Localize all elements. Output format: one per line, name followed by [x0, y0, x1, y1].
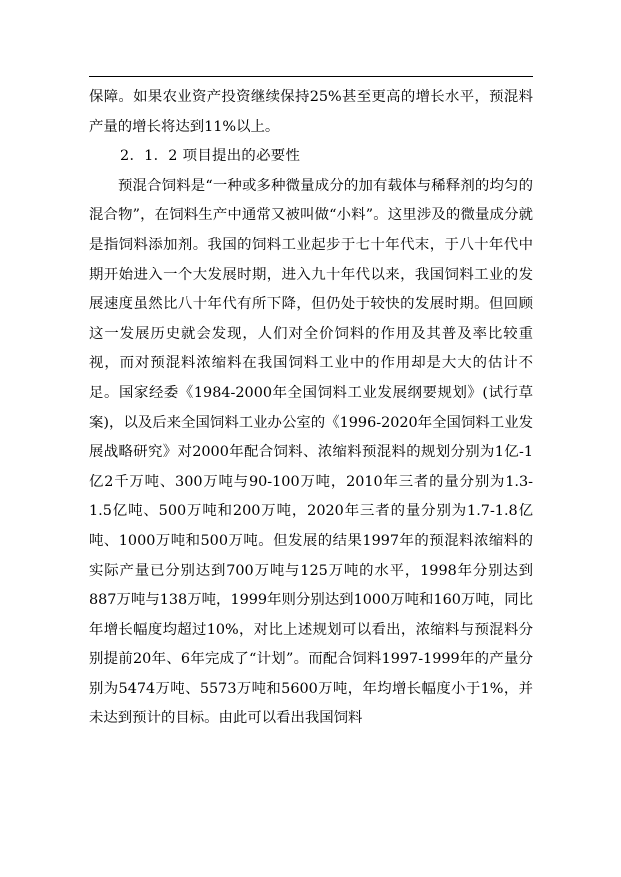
- paragraph-intro: 保障。如果农业资产投资继续保持25%甚至更高的增长水平，预混料产量的增长将达到11%以上。: [89, 89, 533, 135]
- paragraph-body: 预混合饲料是“一种或多种微量成分的加有载体与稀释剂的均匀的混合物”，在饲料生产中通常又被叫做“小料”。这里涉及的微量成分就是指饲料添加剂。我国的饲料工业起步于七十年代末，于八十年代中期开始进入一个大发展时期，进入九十年代以来，我国饲料工业的发展速度虽然比八十年代有所下降，但仍处于较快的发展时期。但回顾这一发展历史就会发现，人们对全价饲料的作用及其普及率比较重视，而对预混料浓缩料在我国饲料工业中的作用却是大大的估计不足。国家经委《1984-2000年全国饲料工业发展纲要规划》(试行草案)，以及后来全国饲料工业办公室的《1996-2020年全国饲料工业发展战略研究》对2000年配合饲料、浓缩料预混料的规划分别为1亿-1亿2千万吨、300万吨与90-100万吨，2010年三者的量分别为1.3-1.5亿吨、500万吨和200万吨，2020年三者的量分别为1.7-1.8亿吨、1000万吨和500万吨。但发展的结果1997年的预混料浓缩料的实际产量已分别达到700万吨与125万吨的水平，1998年分别达到887万吨与138万吨，1999年则分别达到1000万吨和160万吨，同比年增长幅度均超过10%，对比上述规划可以看出，浓缩料与预混料分别提前20年、6年完成了“计划”。而配合饲料1997-1999年的产量分别为5474万吨、5573万吨和5600万吨，年均增长幅度小于1%，并未达到预计的目标。由此可以看出我国饲料: [89, 177, 533, 727]
- header-rule: [89, 76, 533, 77]
- section-heading: 2．1．2 项目提出的必要性: [120, 148, 301, 165]
- body-text: [89, 83, 533, 734]
